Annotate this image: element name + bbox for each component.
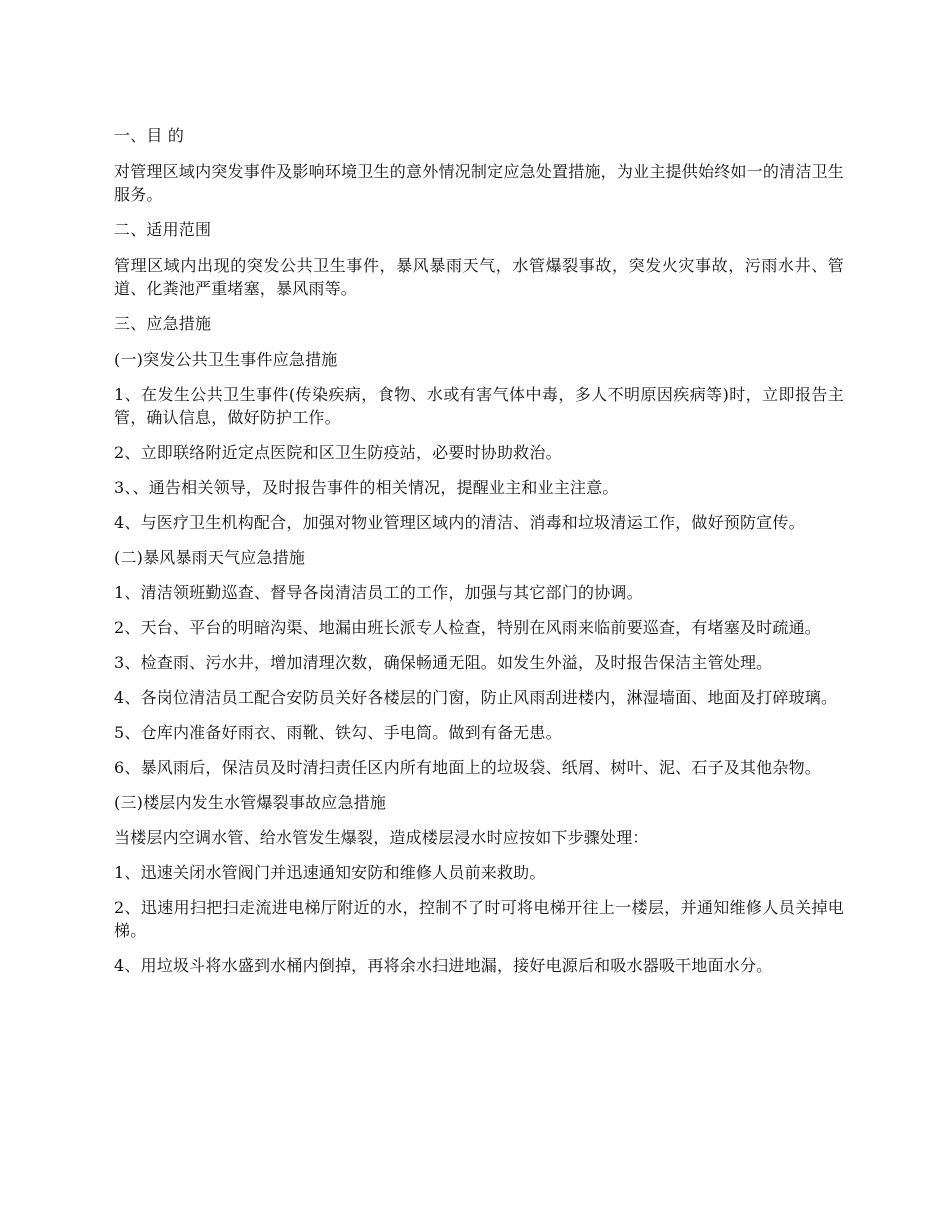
paragraph-scope: 管理区域内出现的突发公共卫生事件，暴风暴雨天气，水管爆裂事故，突发火灾事故，污雨水井、管道、化粪池严重堵塞，暴风雨等。 [114, 256, 844, 298]
list-item: 1、在发生公共卫生事件(传染疾病，食物、水或有害气体中毒，多人不明原因疾病等)时，立即报告主管，确认信息，做好防护工作。 [114, 385, 844, 427]
section-heading-scope: 二、适用范围 [114, 220, 212, 239]
list-item: 6、暴风雨后，保洁员及时清扫责任区内所有地面上的垃圾袋、纸屑、树叶、泥、石子及其他杂物。 [114, 758, 821, 777]
subheading-pipe-burst: (三)楼层内发生水管爆裂事故应急措施 [114, 793, 387, 812]
paragraph-pipe-burst-intro: 当楼层内空调水管、给水管发生爆裂，造成楼层浸水时应按如下步骤处理： [114, 828, 649, 847]
subheading-public-health: (一)突发公共卫生事件应急措施 [114, 350, 338, 369]
list-item: 2、天台、平台的明暗沟渠、地漏由班长派专人检查，特别在风雨来临前要巡查，有堵塞及时疏通。 [114, 618, 821, 637]
section-heading-measures: 三、应急措施 [114, 314, 212, 333]
list-item: 4、各岗位清洁员工配合安防员关好各楼层的门窗，防止风雨刮进楼内，淋湿墙面、地面及打碎玻璃。 [114, 688, 838, 707]
document-page [114, 124, 844, 989]
paragraph-purpose: 对管理区域内突发事件及影响环境卫生的意外情况制定应急处置措施，为业主提供始终如一的清洁卫生服务。 [114, 162, 844, 204]
subheading-storm: (二)暴风暴雨天气应急措施 [114, 548, 306, 567]
list-item: 3、、通告相关领导，及时报告事件的相关情况，提醒业主和业主注意。 [114, 478, 619, 497]
list-item: 4、与医疗卫生机构配合，加强对物业管理区域内的清洁、消毒和垃圾清运工作，做好预防宣传。 [114, 513, 805, 532]
list-item: 1、迅速关闭水管阀门并迅速通知安防和维修人员前来救助。 [114, 863, 546, 882]
section-heading-purpose: 一、目 的 [114, 126, 185, 145]
list-item: 5、仓库内准备好雨衣、雨靴、铁勾、手电筒。做到有备无患。 [114, 723, 562, 742]
list-item: 3、检查雨、污水井，增加清理次数，确保畅通无阻。如发生外溢，及时报告保洁主管处理。 [114, 653, 773, 672]
list-item: 1、清洁领班勤巡查、督导各岗清洁员工的工作，加强与其它部门的协调。 [114, 583, 643, 602]
list-item: 4、用垃圾斗将水盛到水桶内倒掉，再将余水扫进地漏，接好电源后和吸水器吸干地面水分。 [114, 956, 773, 975]
list-item: 2、立即联络附近定点医院和区卫生防疫站，必要时协助救治。 [114, 443, 562, 462]
list-item: 2、迅速用扫把扫走流进电梯厅附近的水，控制不了时可将电梯开往上一楼层，并通知维修人员关掉电梯。 [114, 898, 844, 940]
